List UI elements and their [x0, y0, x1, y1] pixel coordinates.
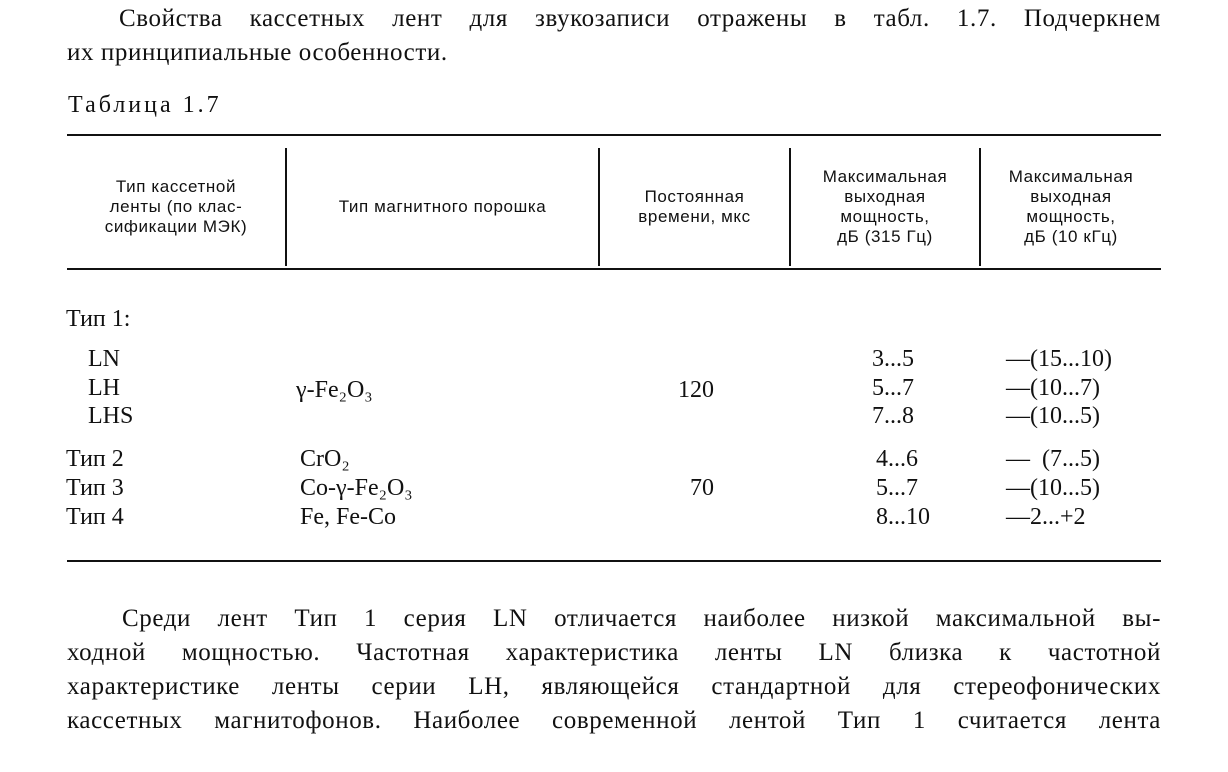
- intro-line-2: их принципиальные особенности.: [67, 39, 448, 66]
- header-powder-type: Тип магнитного порошка: [338, 197, 547, 216]
- header-power-315hz: Максимальная выходная мощность, дБ (315 Гц): [822, 167, 948, 246]
- outro-line-3: характеристике ленты серии LH, являющейся стандартной для стереофонических: [67, 673, 1161, 700]
- intro-line-1: Свойства кассетных лент для звукозаписи отражены в табл. 1.7. Подчеркнем: [119, 5, 1161, 32]
- table-cell-type: Тип 4: [66, 504, 124, 530]
- table-cell-power-315: 7...8: [872, 403, 914, 429]
- outro-line-4: кассетных магнитофонов. Наиболее современной лентой Тип 1 считается лента: [67, 707, 1161, 734]
- table-cell-powder: CrO₂: [300, 446, 350, 472]
- header-tape-type: Тип кассетной ленты (по клас- сификации МЭК): [104, 177, 248, 236]
- header-power-10khz: Максимальная выходная мощность, дБ (10 кГц): [1008, 167, 1134, 246]
- table-cell-powder: γ-Fe₂O₃: [296, 377, 373, 403]
- table-cell-power-10k: —2...+2: [1006, 504, 1086, 530]
- table-bottom-rule: [67, 560, 1161, 562]
- table-cell-type: LH: [88, 375, 120, 401]
- header-time-constant: Постоянная времени, мкс: [638, 187, 751, 226]
- table-top-rule: [67, 134, 1161, 136]
- table-cell-type: Тип 3: [66, 475, 124, 501]
- outro-line-2: ходной мощностью. Частотная характеристика ленты LN близка к частотной: [67, 639, 1161, 666]
- table-cell-power-315: 5...7: [872, 375, 914, 401]
- outro-paragraph: [67, 602, 1161, 738]
- table-cell-time: 70: [690, 475, 714, 501]
- group-label-type1: Тип 1:: [66, 306, 131, 332]
- table-cell-power-315: 5...7: [876, 475, 918, 501]
- table-cell-power-10k: — (7...5): [1006, 446, 1100, 472]
- table-cell-power-315: 8...10: [876, 504, 930, 530]
- table-header-rule: [67, 268, 1161, 270]
- outro-line-1: Среди лент Тип 1 серия LN отличается наиболее низкой максимальной вы-: [122, 605, 1161, 632]
- table-cell-time: 120: [678, 377, 714, 403]
- table-cell-power-10k: —(10...5): [1006, 403, 1100, 429]
- table-caption: Таблица 1.7: [68, 92, 222, 118]
- table-cell-power-10k: —(10...5): [1006, 475, 1100, 501]
- table-cell-power-10k: —(10...7): [1006, 375, 1100, 401]
- table-cell-powder: Co-γ-Fe₂O₃: [300, 475, 413, 501]
- table-cell-type: Тип 2: [66, 446, 124, 472]
- table-cell-powder: Fe, Fe-Co: [300, 504, 396, 530]
- table-cell-power-315: 3...5: [872, 346, 914, 372]
- intro-paragraph: [67, 2, 1161, 70]
- table-cell-type: LN: [88, 346, 120, 372]
- table-cell-power-10k: —(15...10): [1006, 346, 1112, 372]
- table-cell-power-315: 4...6: [876, 446, 918, 472]
- table-cell-type: LHS: [88, 403, 134, 429]
